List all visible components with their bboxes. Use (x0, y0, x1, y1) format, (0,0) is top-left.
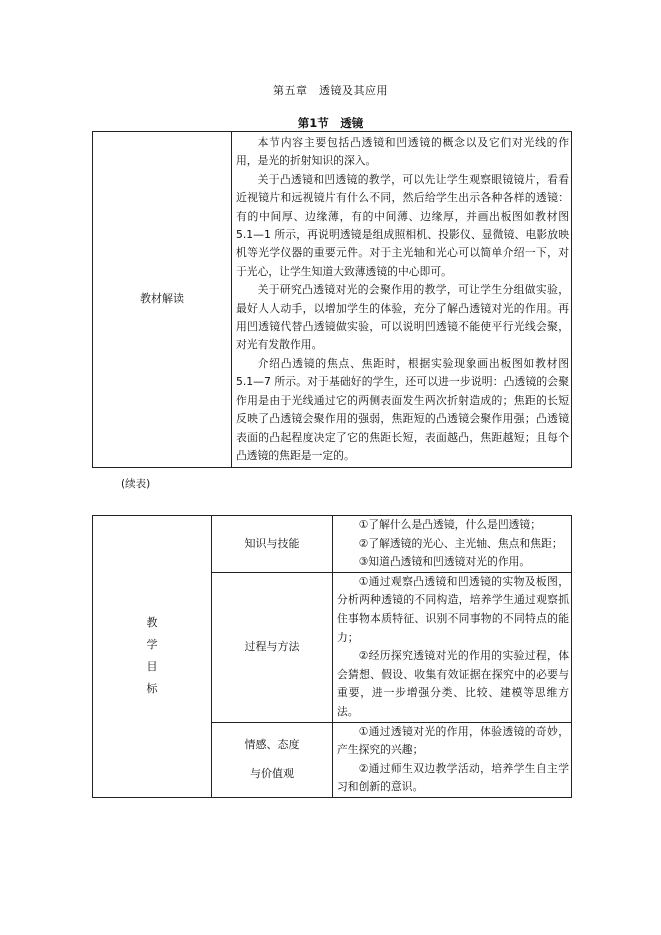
analysis-paragraph-3: 关于研究凸透镜对光的会聚作用的教学，可让学生分组做实验，最好人人动手，以增加学生的体验，充分了解凸透镜对光的作用。再用凹透镜代替凸透镜做实验，可以说明凹透镜不能使平行光线会聚，对光有发散作用。 (236, 283, 569, 352)
textbook-analysis-table (92, 131, 572, 468)
teaching-goals-label-char: 目 (146, 660, 158, 674)
knowledge-skills-label (212, 516, 333, 573)
goal-item: ①通过观察凸透镜和凹透镜的实物及板图，分析两种透镜的不同构造，培养学生通过观察抓住事物本质特征、识别不同事物的不同特点的能力； (337, 574, 569, 644)
goal-item: ①通过透镜对光的作用，体验透镜的奇妙，产生探究的兴趣； (337, 724, 569, 757)
goal-item: ③知道凸透镜和凹透镜对光的作用。 (358, 555, 531, 569)
process-methods-label (212, 572, 333, 722)
process-methods-goals (333, 572, 572, 722)
teaching-goals-label-char: 学 (146, 638, 158, 652)
goal-item: ②通过师生双边教学活动，培养学生自主学习和创新的意识。 (337, 761, 569, 794)
goal-item: ①了解什么是凸透镜，什么是凹透镜； (358, 518, 542, 531)
analysis-paragraph-1: 本节内容主要包括凸透镜和凹透镜的概念以及它们对光线的作用，是光的折射知识的深入。 (236, 136, 569, 168)
analysis-paragraph-2: 关于凸透镜和凹透镜的教学，可以先让学生观察眼镜镜片，看看近视镜片和远视镜片有什么不同，然后给学生出示各种各样的透镜：有的中间厚、边缘薄，有的中间薄、边缘厚，并画出板图如教材图 5.1—1 所示，再说明透镜是组成照相机、投影仪、显微镜、电影放映机等光学仪器的重要元件。对于主光轴和光心可以简单介绍一下，对于光心，让学生知道大致薄透镜的中心即可。 (236, 172, 569, 278)
goal-item: ②了解透镜的光心、主光轴、焦点和焦距； (358, 536, 563, 550)
process-methods-label-text: 过程与方法 (244, 639, 300, 653)
goal-item: ②经历探究透镜对光的作用的实验过程，体会猜想、假设、收集有效证据在探究中的必要与重要，进一步增强分类、比较、建模等思维方法。 (337, 649, 569, 718)
knowledge-skills-label-text: 知识与技能 (244, 536, 300, 550)
continued-label: (续表) (121, 478, 151, 490)
teaching-goals-label (93, 516, 212, 798)
teaching-goals-label-char: 教 (146, 616, 158, 630)
emotion-values-label (212, 722, 333, 797)
chapter-title: 第五章 透镜及其应用 (273, 84, 388, 97)
analysis-paragraph-4: 介绍凸透镜的焦点、焦距时，根据实验现象画出板图如教材图 5.1—7 所示。对于基础好的学生，还可以进一步说明：凸透镜的会聚作用是由于光线通过它的两侧表面发生两次折射造成的；焦距的长短反映了凸透镜会聚作用的强弱，焦距短的凸透镜会聚作用强；凸透镜表面的凸起程度决定了它的焦距长短，表面越凸，焦距越短；且每个凸透镜的焦距是一定的。 (236, 356, 569, 462)
knowledge-skills-goals (333, 516, 572, 573)
teaching-goals-table (92, 515, 572, 798)
emotion-values-goals (333, 722, 572, 797)
textbook-analysis-content (232, 132, 572, 468)
section-title: 第1节 透镜 (297, 116, 364, 130)
textbook-analysis-label: 教材解读 (93, 132, 232, 468)
emotion-values-label-line2: 与价值观 (250, 766, 294, 780)
teaching-goals-label-char: 标 (146, 682, 158, 696)
emotion-values-label-line1: 情感、态度 (244, 738, 300, 752)
